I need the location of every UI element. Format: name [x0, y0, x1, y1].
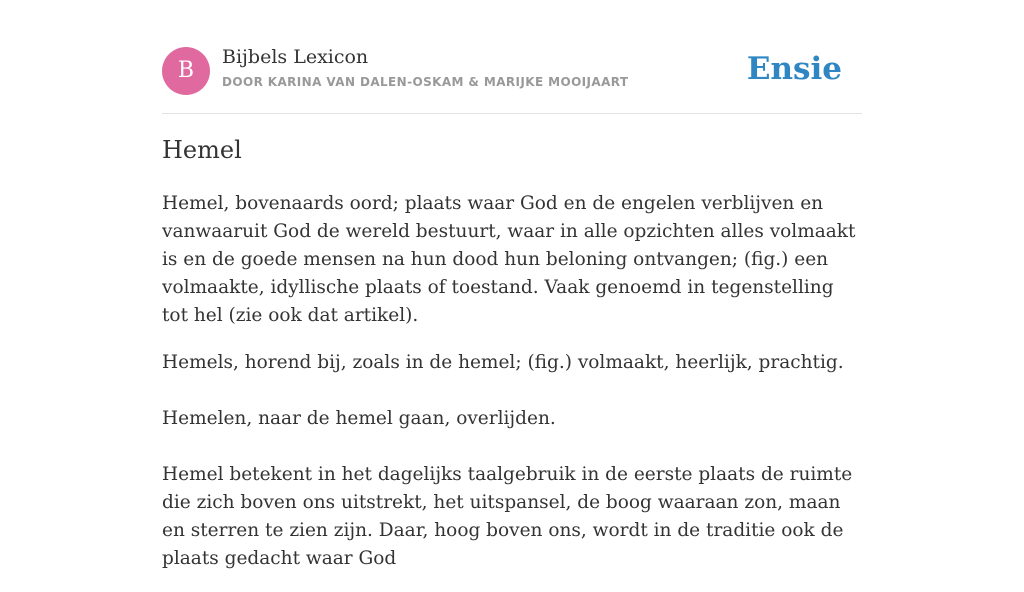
paragraph-hemelen: Hemelen, naar de hemel gaan, overlijden.: [162, 408, 556, 429]
publication-title[interactable]: Bijbels Lexicon: [222, 46, 369, 68]
paragraph-definition: Hemel, bovenaards oord; plaats waar God en de engelen verblijven en vanwaaruit God de wereld bestuurt, waar in alle opzichten alles volmaakt is en de goede mensen na hun dood hun beloning ontvangen; (fig.) een volmaakte, idyllische plaats of toestand. Vaak genoemd in tegenstelling tot hel (zie ook dat artikel).: [162, 193, 856, 326]
publication-authors: DOOR KARINA VAN DALEN-OSKAM & MARIJKE MOOIJAART: [222, 75, 629, 89]
entry-title: Hemel: [162, 136, 242, 164]
paragraph-explanation: Hemel betekent in het dagelijks taalgebruik in de eerste plaats de ruimte die zich boven ons uitstrekt, het uitspansel, de boog waaraan zon, maan en sterren te zien zijn. Daar, hoog boven ons, wordt in de traditie ook de plaats gedacht waar God: [162, 464, 853, 569]
header: [162, 46, 862, 114]
paragraph-hemels: Hemels, horend bij, zoals in de hemel; (fig.) volmaakt, heerlijk, prachtig.: [162, 352, 844, 373]
publication-avatar[interactable]: B: [162, 47, 210, 95]
entry-body: [162, 190, 862, 592]
ensie-logo[interactable]: Ensie: [746, 51, 842, 87]
